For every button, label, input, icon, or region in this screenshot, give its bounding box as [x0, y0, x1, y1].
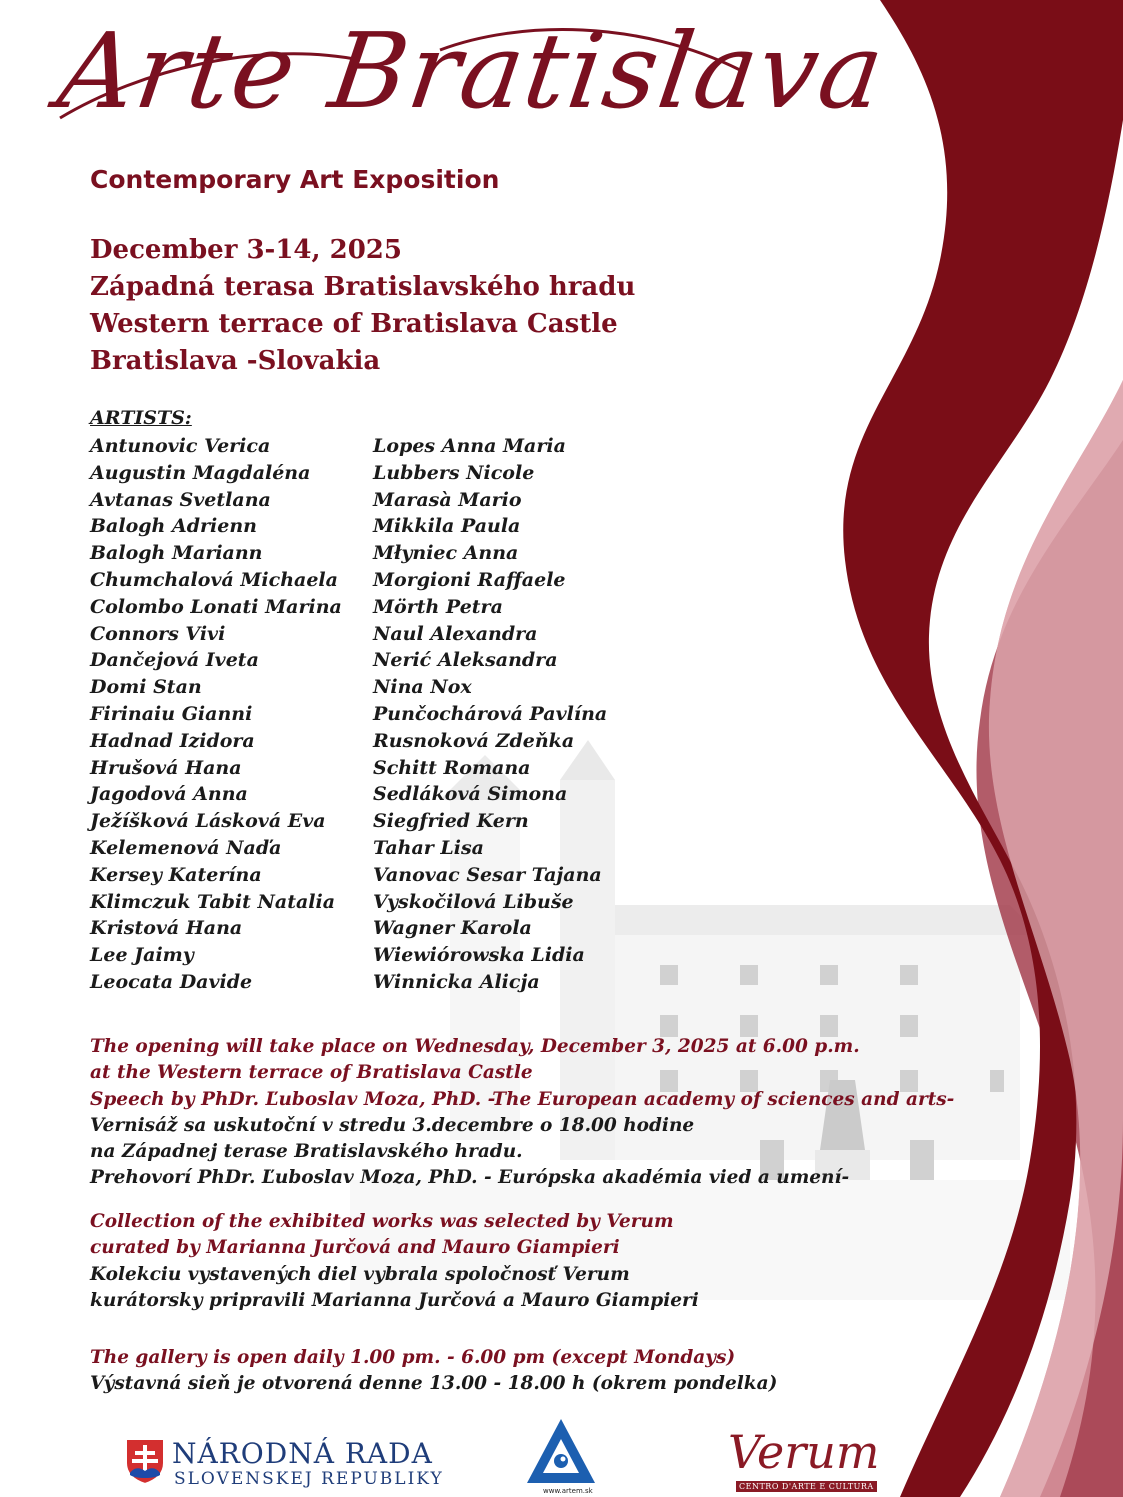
artist-name: Connors Vivi	[90, 622, 226, 645]
hours-section	[90, 1345, 777, 1398]
verum-subtitle: CENTRO D'ARTE E CULTURA	[736, 1481, 877, 1492]
artist-name: Marasà Mario	[373, 488, 522, 511]
artem-triangle-icon	[525, 1417, 597, 1485]
event-info	[90, 232, 635, 380]
artist-name: Wagner Karola	[373, 917, 532, 940]
artist-name: Nerić Aleksandra	[373, 649, 558, 672]
artist-name: Firinaiu Gianni	[90, 702, 253, 725]
page-subtitle: Contemporary Art Exposition	[90, 165, 500, 194]
collection-section	[90, 1209, 699, 1314]
verum-logo-icon: Verum	[728, 1425, 880, 1479]
artist-name: Morgioni Raffaele	[373, 568, 566, 591]
event-venue-sk: Západná terasa Bratislavského hradu	[90, 272, 636, 302]
artist-name: Domi Stan	[90, 676, 202, 699]
artist-name: Jagodová Anna	[90, 783, 248, 806]
artist-name: Chumchalová Michaela	[90, 568, 338, 591]
collection-en-line: curated by Marianna Jurčová and Mauro Giampieri	[90, 1237, 620, 1259]
artist-name: Balogh Mariann	[90, 542, 263, 565]
opening-en-line: Speech by PhDr. Ľuboslav Moza, PhD. -The European academy of sciences and arts-	[90, 1088, 955, 1110]
artist-name: Colombo Lonati Marina	[90, 595, 342, 618]
artist-name: Winnicka Alicja	[373, 970, 540, 993]
artist-name: Lee Jaimy	[90, 944, 194, 967]
artist-name: Hrušová Hana	[90, 756, 242, 779]
collection-sk-line: Kolekciu vystavených diel vybrala spoločnosť Verum	[90, 1263, 630, 1285]
artist-name: Hadnad Izidora	[90, 729, 255, 752]
collection-en-line: Collection of the exhibited works was selected by Verum	[90, 1211, 674, 1232]
artists-heading: ARTISTS:	[90, 407, 192, 429]
event-city: Bratislava -Slovakia	[90, 346, 381, 376]
narodna-rada-name: NÁRODNÁ RADA	[172, 1437, 433, 1470]
opening-sk-line: na Západnej terase Bratislavského hradu.	[90, 1141, 523, 1163]
artists-list-col1	[90, 433, 342, 996]
artist-name: Kersey Katerína	[90, 863, 262, 886]
artist-name: Leocata Davide	[90, 970, 253, 993]
artist-name: Balogh Adrienn	[90, 515, 257, 538]
collection-sk-line: kurátorsky pripravili Marianna Jurčová a Mauro Giampieri	[90, 1289, 699, 1311]
artist-name: Klimczuk Tabit Natalia	[90, 890, 336, 913]
artist-name: Dančejová Iveta	[90, 649, 259, 672]
artist-name: Naul Alexandra	[373, 622, 538, 645]
artist-name: Schitt Romana	[373, 756, 531, 779]
artist-name: Tahar Lisa	[373, 836, 484, 859]
artist-name: Rusnoková Zdeňka	[373, 729, 575, 752]
hours-sk: Výstavná sieň je otvorená denne 13.00 - 18.00 h (okrem pondelka)	[90, 1373, 778, 1395]
artist-name: Kristová Hana	[90, 917, 243, 940]
opening-en-line: The opening will take place on Wednesday, December 3, 2025 at 6.00 p.m.	[90, 1036, 860, 1057]
narodna-rada-sub: SLOVENSKEJ REPUBLIKY	[174, 1469, 444, 1489]
artist-name: Wiewiórowska Lidia	[373, 944, 585, 967]
opening-sk-line: Vernisáž sa uskutoční v stredu 3.decembre o 18.00 hodine	[90, 1114, 695, 1136]
artist-name: Kelemenová Naďa	[90, 836, 282, 859]
artist-name: Młyniec Anna	[373, 542, 519, 565]
artist-name: Vyskočilová Libuše	[373, 890, 574, 913]
page-title: Arte Bratislava	[51, 10, 893, 132]
artist-name: Mörth Petra	[373, 595, 503, 618]
artist-name: Mikkila Paula	[373, 515, 521, 538]
opening-sk-line: Prehovorí PhDr. Ľuboslav Moza, PhD. - Európska akadémia vied a umení-	[90, 1167, 850, 1189]
event-venue-en: Western terrace of Bratislava Castle	[90, 309, 618, 339]
artist-name: Augustin Magdaléna	[90, 461, 311, 484]
event-dates: December 3-14, 2025	[90, 235, 402, 265]
artist-name: Lopes Anna Maria	[373, 435, 566, 457]
artist-name: Sedláková Simona	[373, 783, 568, 806]
artist-name: Vanovac Sesar Tajana	[373, 863, 602, 886]
artist-name: Antunovic Verica	[90, 435, 271, 457]
artist-name: Siegfried Kern	[373, 810, 529, 833]
opening-section	[90, 1034, 954, 1192]
artist-name: Punčochárová Pavlína	[373, 702, 608, 725]
artist-name: Avtanas Svetlana	[90, 488, 271, 511]
slovak-coat-of-arms-icon	[124, 1437, 166, 1485]
artist-name: Ježíšková Lásková Eva	[90, 810, 326, 833]
artist-name: Lubbers Nicole	[373, 461, 535, 484]
artists-list-col2	[373, 433, 607, 996]
opening-en-line: at the Western terrace of Bratislava Castle	[90, 1062, 533, 1084]
artist-name: Nina Nox	[373, 676, 472, 699]
artem-url: www.artem.sk	[543, 1487, 593, 1495]
hours-en: The gallery is open daily 1.00 pm. - 6.00 pm (except Mondays)	[90, 1347, 736, 1368]
